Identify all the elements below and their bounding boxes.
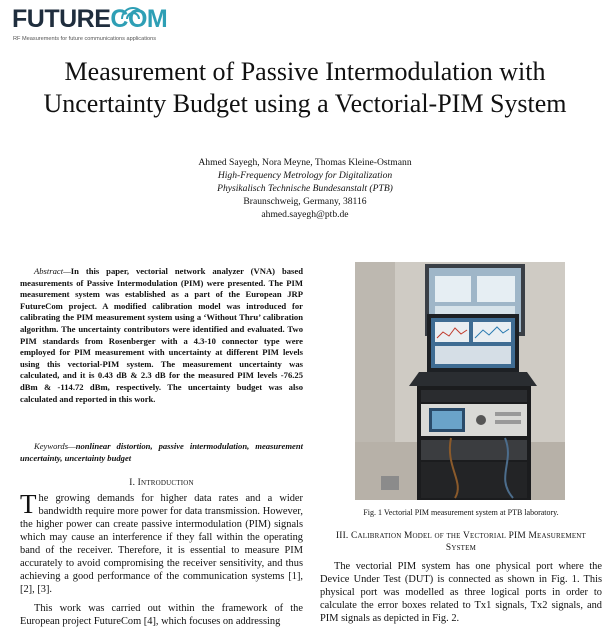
- figure-caption: Fig. 1 Vectorial PIM measurement system at PTB laboratory.: [363, 508, 559, 517]
- author-block: [100, 156, 510, 221]
- intro-paragraph: The growing demands for higher data rates and a wider bandwidth require more power for data transmission. However, the higher power can create passive intermodulation (PIM) signals which may cause an interference if they fall within the operating band of the receiver. Therefore, it is essential to measure PIM accurately to avoid compromising the receiver sensitivity, and thus achieving a good performance of the communication systems [1], [2], [3].: [20, 489, 303, 595]
- logo-wordmark: FUTURECOM: [12, 5, 168, 33]
- pim-system-photo: [355, 262, 565, 500]
- calibration-paragraph: The vectorial PIM system has one physical port where the Device Under Test (DUT) is connected as shown in Fig. 1. This physical port was modelled as three logical ports in order to calculate the error boxes related to Tx1 signals, Tx2 signals, and PIM signals as depicted in Fig. 2.: [320, 561, 602, 624]
- section-heading-introduction: I. Introduction: [129, 478, 194, 488]
- paper-title: Measurement of Passive Intermodulation with Uncertainty Budget using a Vectorial-PIM System: [43, 57, 567, 118]
- author-email: ahmed.sayegh@ptb.de: [261, 209, 349, 220]
- author-institute: Physikalisch Technische Bundesanstalt (PTB): [217, 183, 393, 194]
- pim-system-photo-illustration: [355, 262, 565, 500]
- keywords: Keywords—nonlinear distortion, passive intermodulation, measurement uncertainty, uncertainty budget: [20, 441, 303, 463]
- dropcap: T: [20, 489, 37, 519]
- author-address: Braunschweig, Germany, 38116: [243, 196, 367, 207]
- intro-paragraph-2: This work was carried out within the framework of the European project FutureCom [4], which focuses on addressing: [20, 603, 303, 627]
- abstract: Abstract—In this paper, vectorial network analyzer (VNA) based measurements of Passive Intermodulation (PIM) were presented. The PIM measurement system was established as a part of the European JRP FutureCom project. A modified calibration model was introduced for calibrating the PIM measurement system using a ‘Without Thru’ calibration algorithm. The uncertainty contributors were identified and evaluated. Two PIM standards from Rosenberger with a 4.3-10 connector type were employed for PIM measurement with uncertainty at different PIM levels using this vectorial-PIM system. The measurement uncertainty was calculated, and it is 0.43 dB & 2.3 dB for the measured PIM levels -76.25 dBm & -114.72 dBm, respectively. The uncertainty budget was also calculated and reported in this work.: [20, 266, 303, 404]
- futurecom-logo: [12, 4, 168, 48]
- logo-tagline: RF Measurements for future communications applications: [13, 36, 157, 42]
- author-names: Ahmed Sayegh, Nora Meyne, Thomas Kleine-Ostmann: [198, 157, 412, 168]
- logo-signal-icon: [118, 6, 148, 20]
- section-heading-calibration: III. Calibration Model of the Vectorial PIM Measurement System: [335, 531, 587, 553]
- author-group: High-Frequency Metrology for Digitalization: [217, 170, 393, 181]
